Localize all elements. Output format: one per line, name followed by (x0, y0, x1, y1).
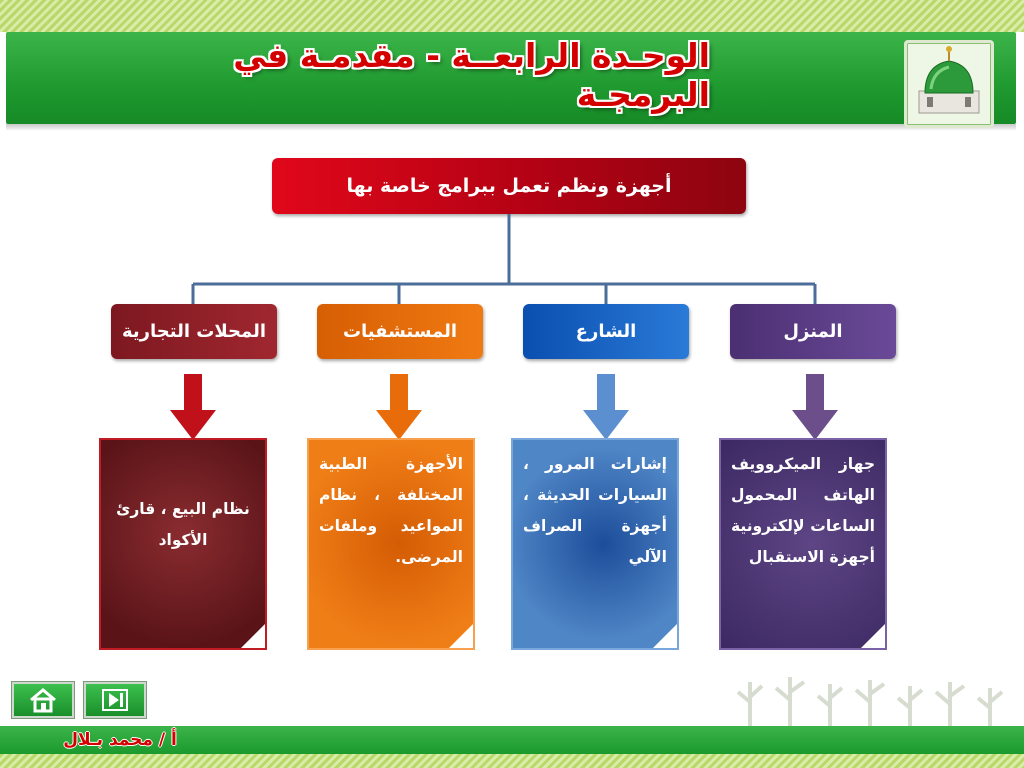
note-hospitals (307, 438, 475, 650)
home-icon (27, 687, 59, 713)
next-icon (99, 687, 131, 713)
page-fold-icon (447, 622, 475, 650)
page-fold-icon (859, 622, 887, 650)
author-name: أ / محمد بـلال (63, 730, 177, 750)
root-box: أجهزة ونظم تعمل ببرامج خاصة بها (272, 158, 746, 214)
note-home-text: جهاز الميكروويف الهاتف المحمول الساعات لإلكترونية أجهزة الاستقبال (731, 455, 875, 566)
arrow-down-icon (170, 374, 216, 440)
page-title: الوحـدة الرابعــة - مقدمـة في البرمجـة (233, 36, 710, 114)
arrow-down-icon (583, 374, 629, 440)
page-fold-icon (651, 622, 679, 650)
category-home: المنزل (730, 304, 896, 359)
category-street: الشارع (523, 304, 689, 359)
note-home (719, 438, 887, 650)
page-fold-icon (239, 622, 267, 650)
arrow-shapes (170, 374, 838, 440)
home-button[interactable] (12, 682, 74, 718)
note-street (511, 438, 679, 650)
category-shops: المحلات التجارية (111, 304, 277, 359)
note-street-text: إشارات المرور ، السيارات الحديثة ، أجهزة الصراف الآلي (523, 455, 667, 566)
note-shops-text: نظام البيع ، قارئ الأكواد (116, 500, 250, 549)
footer-stripe (0, 754, 1024, 768)
arrow-down-icon (792, 374, 838, 440)
arrow-down-icon (376, 374, 422, 440)
note-hospitals-text: الأجهزة الطبية المختلفة ، نظام المواعيد وملفات المرضى. (319, 455, 463, 566)
decorative-plants (730, 672, 1010, 732)
next-button[interactable] (84, 682, 146, 718)
category-hospitals: المستشفيات (317, 304, 483, 359)
note-shops (99, 438, 267, 650)
